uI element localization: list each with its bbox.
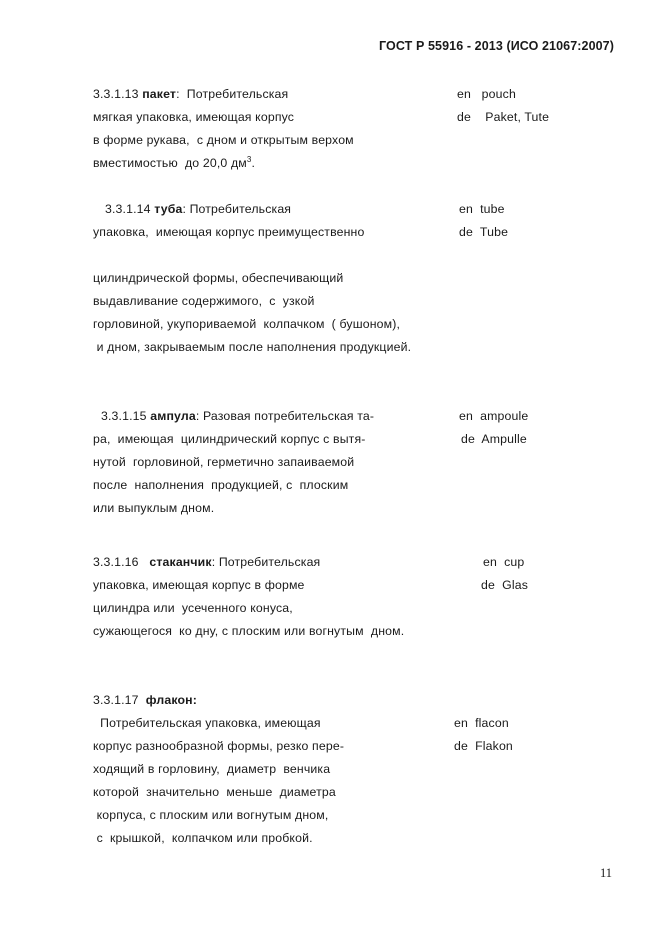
entry-text: сужающегося ко дну, с плоским или вогнутым дном. — [93, 624, 405, 638]
entry-14-first-line — [105, 202, 291, 217]
entry-13-last-line — [93, 156, 255, 171]
document-header: ГОСТ Р 55916 - 2013 (ИСО 21067:2007) — [379, 39, 614, 53]
translation-de: de Ampulle — [461, 432, 527, 446]
entry-text: : Потребительская — [176, 87, 289, 101]
entry-text: вместимостью до 20,0 дм — [93, 156, 247, 170]
entry-text: после наполнения продукцией, с плоским — [93, 478, 349, 492]
entry-13-first-line — [93, 87, 288, 102]
entry-text: : Разовая потребительская та- — [195, 409, 375, 423]
entry-term: ампула — [150, 409, 196, 423]
entry-number: 3.3.1.15 — [101, 409, 147, 423]
entry-text: цилиндра или усеченного конуса, — [93, 601, 293, 615]
translation-en: en tube — [459, 202, 505, 216]
entry-term: стаканчик — [149, 555, 212, 569]
entry-term: флакон: — [145, 693, 197, 707]
entry-term: туба — [154, 202, 183, 216]
entry-text: с крышкой, колпачком или пробкой. — [93, 831, 313, 845]
entry-text: в форме рукава, с дном и открытым верхом — [93, 133, 354, 147]
entry-text: которой значительно меньше диаметра — [93, 785, 336, 799]
entry-text: или выпуклым дном. — [93, 501, 215, 515]
translation-de: de Flakon — [454, 739, 513, 753]
entry-text: : Потребительская — [211, 555, 321, 569]
translation-de: de Paket, Tute — [457, 110, 550, 124]
translation-de: de Glas — [481, 578, 528, 592]
entry-text: : Потребительская — [182, 202, 292, 216]
entry-term: пакет — [142, 87, 177, 101]
entry-text: корпуса, с плоским или вогнутым дном, — [93, 808, 329, 822]
entry-text: выдавливание содержимого, с узкой — [93, 294, 315, 308]
entry-text: корпус разнообразной формы, резко пере- — [93, 739, 345, 753]
entry-number: 3.3.1.17 — [93, 693, 139, 707]
entry-text: нутой горловиной, герметично запаиваемой — [93, 455, 355, 469]
entry-text: ра, имеющая цилиндрический корпус с вытя- — [93, 432, 366, 446]
entry-text: упаковка, имеющая корпус в форме — [93, 578, 305, 592]
entry-text: мягкая упаковка, имеющая корпус — [93, 110, 295, 124]
entry-text: упаковка, имеющая корпус преимущественно — [93, 225, 365, 239]
entry-text: Потребительская упаковка, имеющая — [93, 716, 321, 730]
superscript: 3 — [246, 154, 252, 164]
entry-15-first-line — [101, 409, 374, 424]
entry-number: 3.3.1.13 — [93, 87, 139, 101]
page-number: 11 — [600, 866, 613, 880]
entry-17-first-line — [93, 693, 197, 708]
entry-text: горловиной, укупориваемой колпачком ( бушоном), — [93, 317, 401, 331]
translation-en: en pouch — [457, 87, 516, 101]
translation-de: de Tube — [459, 225, 509, 239]
entry-number: 3.3.1.14 — [105, 202, 151, 216]
translation-en: en flacon — [454, 716, 509, 730]
entry-text: и дном, закрываемым после наполнения продукцией. — [93, 340, 412, 354]
entry-text: ходящий в горловину, диаметр венчика — [93, 762, 331, 776]
translation-en: en ampoule — [459, 409, 529, 423]
translation-en: en cup — [483, 555, 525, 569]
entry-text: цилиндрической формы, обеспечивающий — [93, 271, 344, 285]
entry-16-first-line — [93, 555, 320, 570]
entry-number: 3.3.1.16 — [93, 555, 139, 569]
end-punct: . — [251, 156, 256, 170]
